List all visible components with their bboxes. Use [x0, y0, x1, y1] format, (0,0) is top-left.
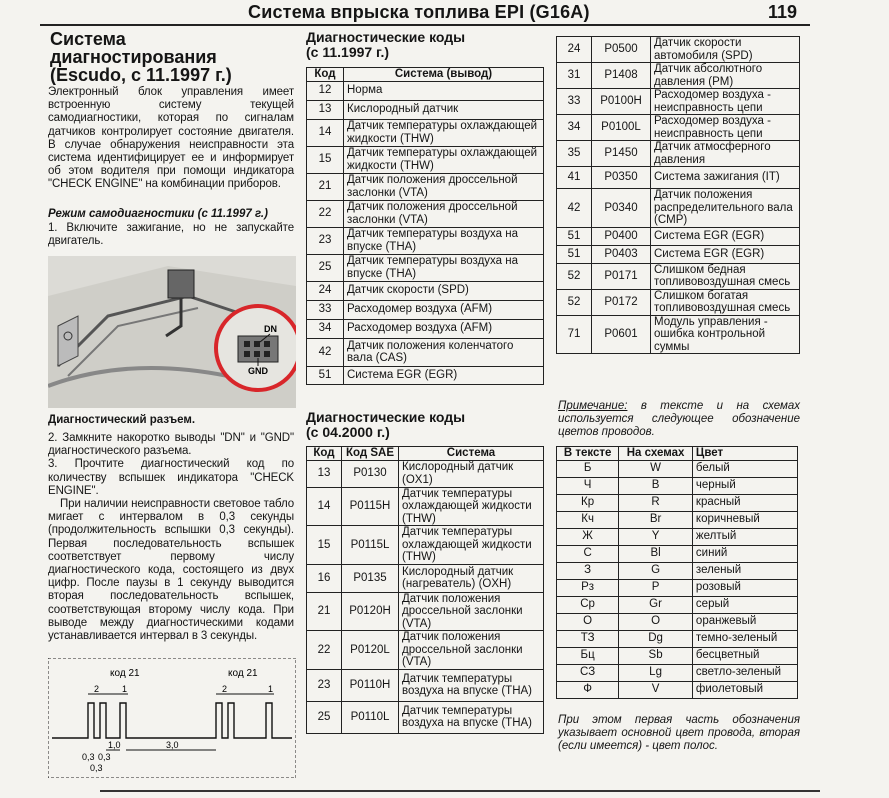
table-cell: Норма [344, 81, 544, 100]
table-cell: 15 [307, 146, 344, 173]
table-cell: 24 [557, 37, 592, 63]
table-row [557, 141, 800, 167]
table-cell: зеленый [692, 562, 797, 579]
table-cell: Бц [557, 647, 619, 664]
table-row [557, 189, 800, 228]
table-header: Код [307, 68, 344, 82]
table-cell: P0115H [342, 487, 399, 526]
table-cell: Датчик температуры охлаждающей жидкости (THW) [344, 146, 544, 173]
table-cell: Б [557, 460, 619, 477]
table-cell: Датчик атмосферного давления [651, 141, 800, 167]
table-row [307, 338, 544, 366]
table-cell: Рз [557, 579, 619, 596]
table-cell: 42 [307, 338, 344, 366]
table-cell: Датчик температуры охлаждающей жидкости (THW) [399, 487, 544, 526]
table-cell: Датчик температуры охлаждающей жидкости (THW) [344, 119, 544, 146]
table-cell: Слишком богатая топливовоздушная смесь [651, 289, 800, 315]
table-cell: белый [692, 460, 797, 477]
table-cell: R [619, 494, 693, 511]
wire-colors-table [556, 446, 798, 699]
flash-count-2b: 2 [222, 684, 228, 694]
table-cell: 52 [557, 263, 592, 289]
table-cell: Ср [557, 596, 619, 613]
table-cell: 41 [557, 167, 592, 189]
interval-0-3-b: 0,3 [98, 752, 111, 762]
table-cell: 14 [307, 487, 342, 526]
table-cell: Датчик температуры воздуха на впуске (THA) [399, 701, 544, 733]
table-row [557, 596, 798, 613]
table-cell: P0110L [342, 701, 399, 733]
table-cell: Ч [557, 477, 619, 494]
table-cell: 13 [307, 100, 344, 119]
table-cell: P0110H [342, 669, 399, 701]
table-cell: Датчик положения распределительного вала (CMP) [651, 189, 800, 228]
table-cell: 16 [307, 564, 342, 592]
table-row [307, 487, 544, 526]
table-header: Цвет [692, 447, 797, 461]
table-row [307, 460, 544, 487]
table-cell: фиолетовый [692, 681, 797, 698]
table1-title [306, 30, 465, 60]
table-cell: 34 [557, 115, 592, 141]
table-cell: Расходомер воздуха (AFM) [344, 300, 544, 319]
table-cell: W [619, 460, 693, 477]
table-cell: P1450 [592, 141, 651, 167]
codes-table-2000 [306, 446, 544, 734]
table-row [557, 115, 800, 141]
table-cell: P0171 [592, 263, 651, 289]
table-cell: P0601 [592, 315, 651, 354]
table-cell: 23 [307, 227, 344, 254]
table-cell: V [619, 681, 693, 698]
table-cell: 14 [307, 119, 344, 146]
table-cell: B [619, 477, 693, 494]
table-row [307, 200, 544, 227]
table-header: Система [399, 447, 544, 461]
table-cell: Датчик температуры охлаждающей жидкости (THW) [399, 526, 544, 565]
table-cell: 51 [307, 366, 344, 384]
flash-timing-diagram [48, 658, 296, 778]
table-cell: Y [619, 528, 693, 545]
table-cell: Lg [619, 664, 693, 681]
table-cell: темно-зеленый [692, 630, 797, 647]
table-row [307, 281, 544, 300]
table-cell: 34 [307, 319, 344, 338]
steps-2-3 [48, 432, 294, 643]
table-cell: 23 [307, 669, 342, 701]
table-row [557, 647, 798, 664]
table-cell: P0100L [592, 115, 651, 141]
page-number: 119 [768, 2, 798, 22]
table-cell: P0403 [592, 245, 651, 263]
gnd-label: GND [248, 366, 268, 376]
table-row [557, 89, 800, 115]
table-cell: синий [692, 545, 797, 562]
table-cell: P0350 [592, 167, 651, 189]
table-row [557, 167, 800, 189]
table-row [557, 263, 800, 289]
table-cell: Датчик скорости автомобиля (SPD) [651, 37, 800, 63]
table-row [557, 664, 798, 681]
table-row [557, 63, 800, 89]
color-note [558, 400, 800, 439]
flash-count-2a: 2 [94, 684, 100, 694]
table-row [557, 579, 798, 596]
table-row [557, 227, 800, 245]
step-1: 1. Включите зажигание, но не запускайте двигатель. [48, 222, 294, 248]
header-title: Система впрыска топлива EPI (G16A) [248, 2, 590, 22]
table-cell: Sb [619, 647, 693, 664]
code-label-1: код 21 [110, 668, 140, 679]
table-cell: 71 [557, 315, 592, 354]
table-row [307, 319, 544, 338]
interval-1s: 1,0 [108, 740, 121, 750]
table-row [557, 245, 800, 263]
dn-label: DN [264, 324, 277, 334]
table1-title-line: (с 11.1997 г.) [306, 44, 390, 60]
table-header: На схемах [619, 447, 693, 461]
table-row [307, 669, 544, 701]
table-cell: СЗ [557, 664, 619, 681]
table-row [557, 289, 800, 315]
table-cell: 21 [307, 592, 342, 631]
section-title-line: Система [50, 29, 126, 49]
table-cell: Датчик положения дроссельной заслонки (VTA) [344, 200, 544, 227]
connector-caption: Диагностический разъем. [48, 414, 196, 426]
table-cell: P0100H [592, 89, 651, 115]
interval-0-3-c: 0,3 [90, 763, 103, 773]
table-cell: Датчик положения коленчатого вала (CAS) [344, 338, 544, 366]
table-row [557, 494, 798, 511]
table-row [307, 701, 544, 733]
table-cell: 51 [557, 245, 592, 263]
table-cell: 31 [557, 63, 592, 89]
table-row [557, 630, 798, 647]
table-cell: 13 [307, 460, 342, 487]
table-row [307, 227, 544, 254]
table-cell: P0135 [342, 564, 399, 592]
table-cell: Gr [619, 596, 693, 613]
table-row [307, 81, 544, 100]
table-row [307, 631, 544, 670]
color-note-2: При этом первая часть обозначения указывает основной цвет провода, вторая (если имеется) - цвет полос. [558, 714, 800, 752]
table-cell: красный [692, 494, 797, 511]
table-cell: З [557, 562, 619, 579]
table-cell: Датчик температуры воздуха на впуске (THA) [344, 227, 544, 254]
self-diagnosis-mode-title: Режим самодиагностики (с 11.1997 г.) [48, 208, 268, 220]
table-cell: P0400 [592, 227, 651, 245]
intro-paragraph: Электронный блок управления имеет встроенную систему текущей самодиагностики, которая по сигналам датчиков контролирует состояние двигателя. В случае обнаружения неисправности эта система идентифицирует ее и информирует об этом водителя при помощи индикатора "CHECK ENGINE" на комбинации приборов. [48, 86, 294, 191]
table-row [307, 526, 544, 565]
table-cell: Кр [557, 494, 619, 511]
table-row [557, 681, 798, 698]
table-cell: 15 [307, 526, 342, 565]
table-row [557, 477, 798, 494]
table-cell: P0120L [342, 631, 399, 670]
table-cell: О [557, 613, 619, 630]
table-cell: 42 [557, 189, 592, 228]
table-row [307, 366, 544, 384]
note-label: Примечание: [558, 400, 628, 412]
diagnostic-connector-photo [48, 256, 296, 408]
table-cell: 33 [557, 89, 592, 115]
table-row [557, 460, 798, 477]
step-2: 2. Замкните накоротко выводы "DN" и "GND" диагностического разъема. [48, 432, 294, 458]
table-cell: желтый [692, 528, 797, 545]
table-cell: Датчик температуры воздуха на впуске (THA) [399, 669, 544, 701]
note-text: в тексте и на схемах используется следующее обозначение цветов проводов. [558, 400, 800, 438]
table-cell: G [619, 562, 693, 579]
table-cell: 21 [307, 173, 344, 200]
header-rule [40, 24, 810, 26]
table-cell: С [557, 545, 619, 562]
table-cell: Dg [619, 630, 693, 647]
step-3: 3. Прочтите диагностический код по количеству вспышек индикатора "CHECK ENGINE". [48, 458, 294, 497]
table-cell: Система EGR (EGR) [651, 245, 800, 263]
table-cell: P0340 [592, 189, 651, 228]
table-cell: Кислородный датчик [344, 100, 544, 119]
table-cell: 24 [307, 281, 344, 300]
table-row [307, 173, 544, 200]
table-cell: Датчик положения дроссельной заслонки (VTA) [399, 631, 544, 670]
table-row [557, 545, 798, 562]
table-cell: P0172 [592, 289, 651, 315]
table-cell: серый [692, 596, 797, 613]
table-row [307, 100, 544, 119]
table-cell: Датчик положения дроссельной заслонки (VTA) [399, 592, 544, 631]
table-cell: Система зажигания (IT) [651, 167, 800, 189]
table-row [557, 315, 800, 354]
table2-title-line: (с 04.2000 г.) [306, 424, 390, 440]
codes-table-2000-continued [556, 36, 800, 354]
table-cell: Датчик скорости (SPD) [344, 281, 544, 300]
table-cell: Ф [557, 681, 619, 698]
table-cell: Ж [557, 528, 619, 545]
table-cell: коричневый [692, 511, 797, 528]
table-cell: 52 [557, 289, 592, 315]
table-cell: P0130 [342, 460, 399, 487]
code-label-2: код 21 [228, 668, 258, 679]
flash-count-1b: 1 [268, 684, 274, 694]
table-row [557, 613, 798, 630]
table-cell: Датчик положения дроссельной заслонки (VTA) [344, 173, 544, 200]
table-cell: P1408 [592, 63, 651, 89]
table-cell: черный [692, 477, 797, 494]
table-cell: розовый [692, 579, 797, 596]
section-title [50, 30, 290, 84]
table-row [557, 528, 798, 545]
flash-count-1a: 1 [122, 684, 128, 694]
table-header: Код [307, 447, 342, 461]
table-cell: ТЗ [557, 630, 619, 647]
table-cell: P0115L [342, 526, 399, 565]
table-row [557, 37, 800, 63]
table-cell: 51 [557, 227, 592, 245]
table-header: В тексте [557, 447, 619, 461]
table-cell: Bl [619, 545, 693, 562]
table-cell: P [619, 579, 693, 596]
table-row [307, 300, 544, 319]
table-row [557, 511, 798, 528]
table-cell: Кч [557, 511, 619, 528]
section-title-line: (Escudo, с 11.1997 г.) [50, 65, 232, 85]
codes-table-1997 [306, 67, 544, 385]
table-cell: Система EGR (EGR) [651, 227, 800, 245]
table-row [307, 146, 544, 173]
table-cell: Модуль управления - ошибка контрольной суммы [651, 315, 800, 354]
table-cell: светло-зеленый [692, 664, 797, 681]
table-row [307, 254, 544, 281]
table-cell: P0120H [342, 592, 399, 631]
table-header: Код SAE [342, 447, 399, 461]
table-row [307, 119, 544, 146]
table-cell: 33 [307, 300, 344, 319]
table-cell: Расходомер воздуха (AFM) [344, 319, 544, 338]
table-row [307, 592, 544, 631]
table-header: Система (вывод) [344, 68, 544, 82]
table-cell: 35 [557, 141, 592, 167]
table-cell: 22 [307, 631, 342, 670]
table-cell: Датчик абсолютного давления (PM) [651, 63, 800, 89]
table2-title [306, 410, 465, 440]
table-cell: Датчик температуры воздуха на впуске (THA) [344, 254, 544, 281]
footer-rule [100, 790, 820, 792]
table-row [307, 564, 544, 592]
table-cell: P0500 [592, 37, 651, 63]
table-cell: 25 [307, 701, 342, 733]
table-cell: бесцветный [692, 647, 797, 664]
section-title-line: диагностирования [50, 47, 217, 67]
table-cell: Расходомер воздуха - неисправность цепи [651, 115, 800, 141]
table-row [557, 562, 798, 579]
table-cell: O [619, 613, 693, 630]
table-cell: Кислородный датчик (нагреватель) (OXH) [399, 564, 544, 592]
table-cell: 12 [307, 81, 344, 100]
table-cell: Кислородный датчик (OX1) [399, 460, 544, 487]
interval-0-3-a: 0,3 [82, 752, 95, 762]
table1-title-line: Диагностические коды [306, 29, 466, 45]
table-cell: 25 [307, 254, 344, 281]
table-cell: 22 [307, 200, 344, 227]
table-cell: оранжевый [692, 613, 797, 630]
table-cell: Расходомер воздуха - неисправность цепи [651, 89, 800, 115]
table-cell: Система EGR (EGR) [344, 366, 544, 384]
flash-explanation: При наличии неисправности световое табло мигает с интервалом в 0,3 секунды (продолжительность вспышки 0,3 секунды). Первая последовательность вспышек соответствует первому числу диагностического кода, состоящего из двух цифр. После паузы в 1 секунду выводится вторая последовательность вспышек, соответствующая второму числу кода. При выводе между диагностическими кодами устанавливается интервал в 3 секунды. [48, 498, 294, 643]
table2-title-line: Диагностические коды [306, 409, 466, 425]
table-cell: Br [619, 511, 693, 528]
table-cell: Слишком бедная топливовоздушная смесь [651, 263, 800, 289]
interval-3s: 3,0 [166, 740, 179, 750]
